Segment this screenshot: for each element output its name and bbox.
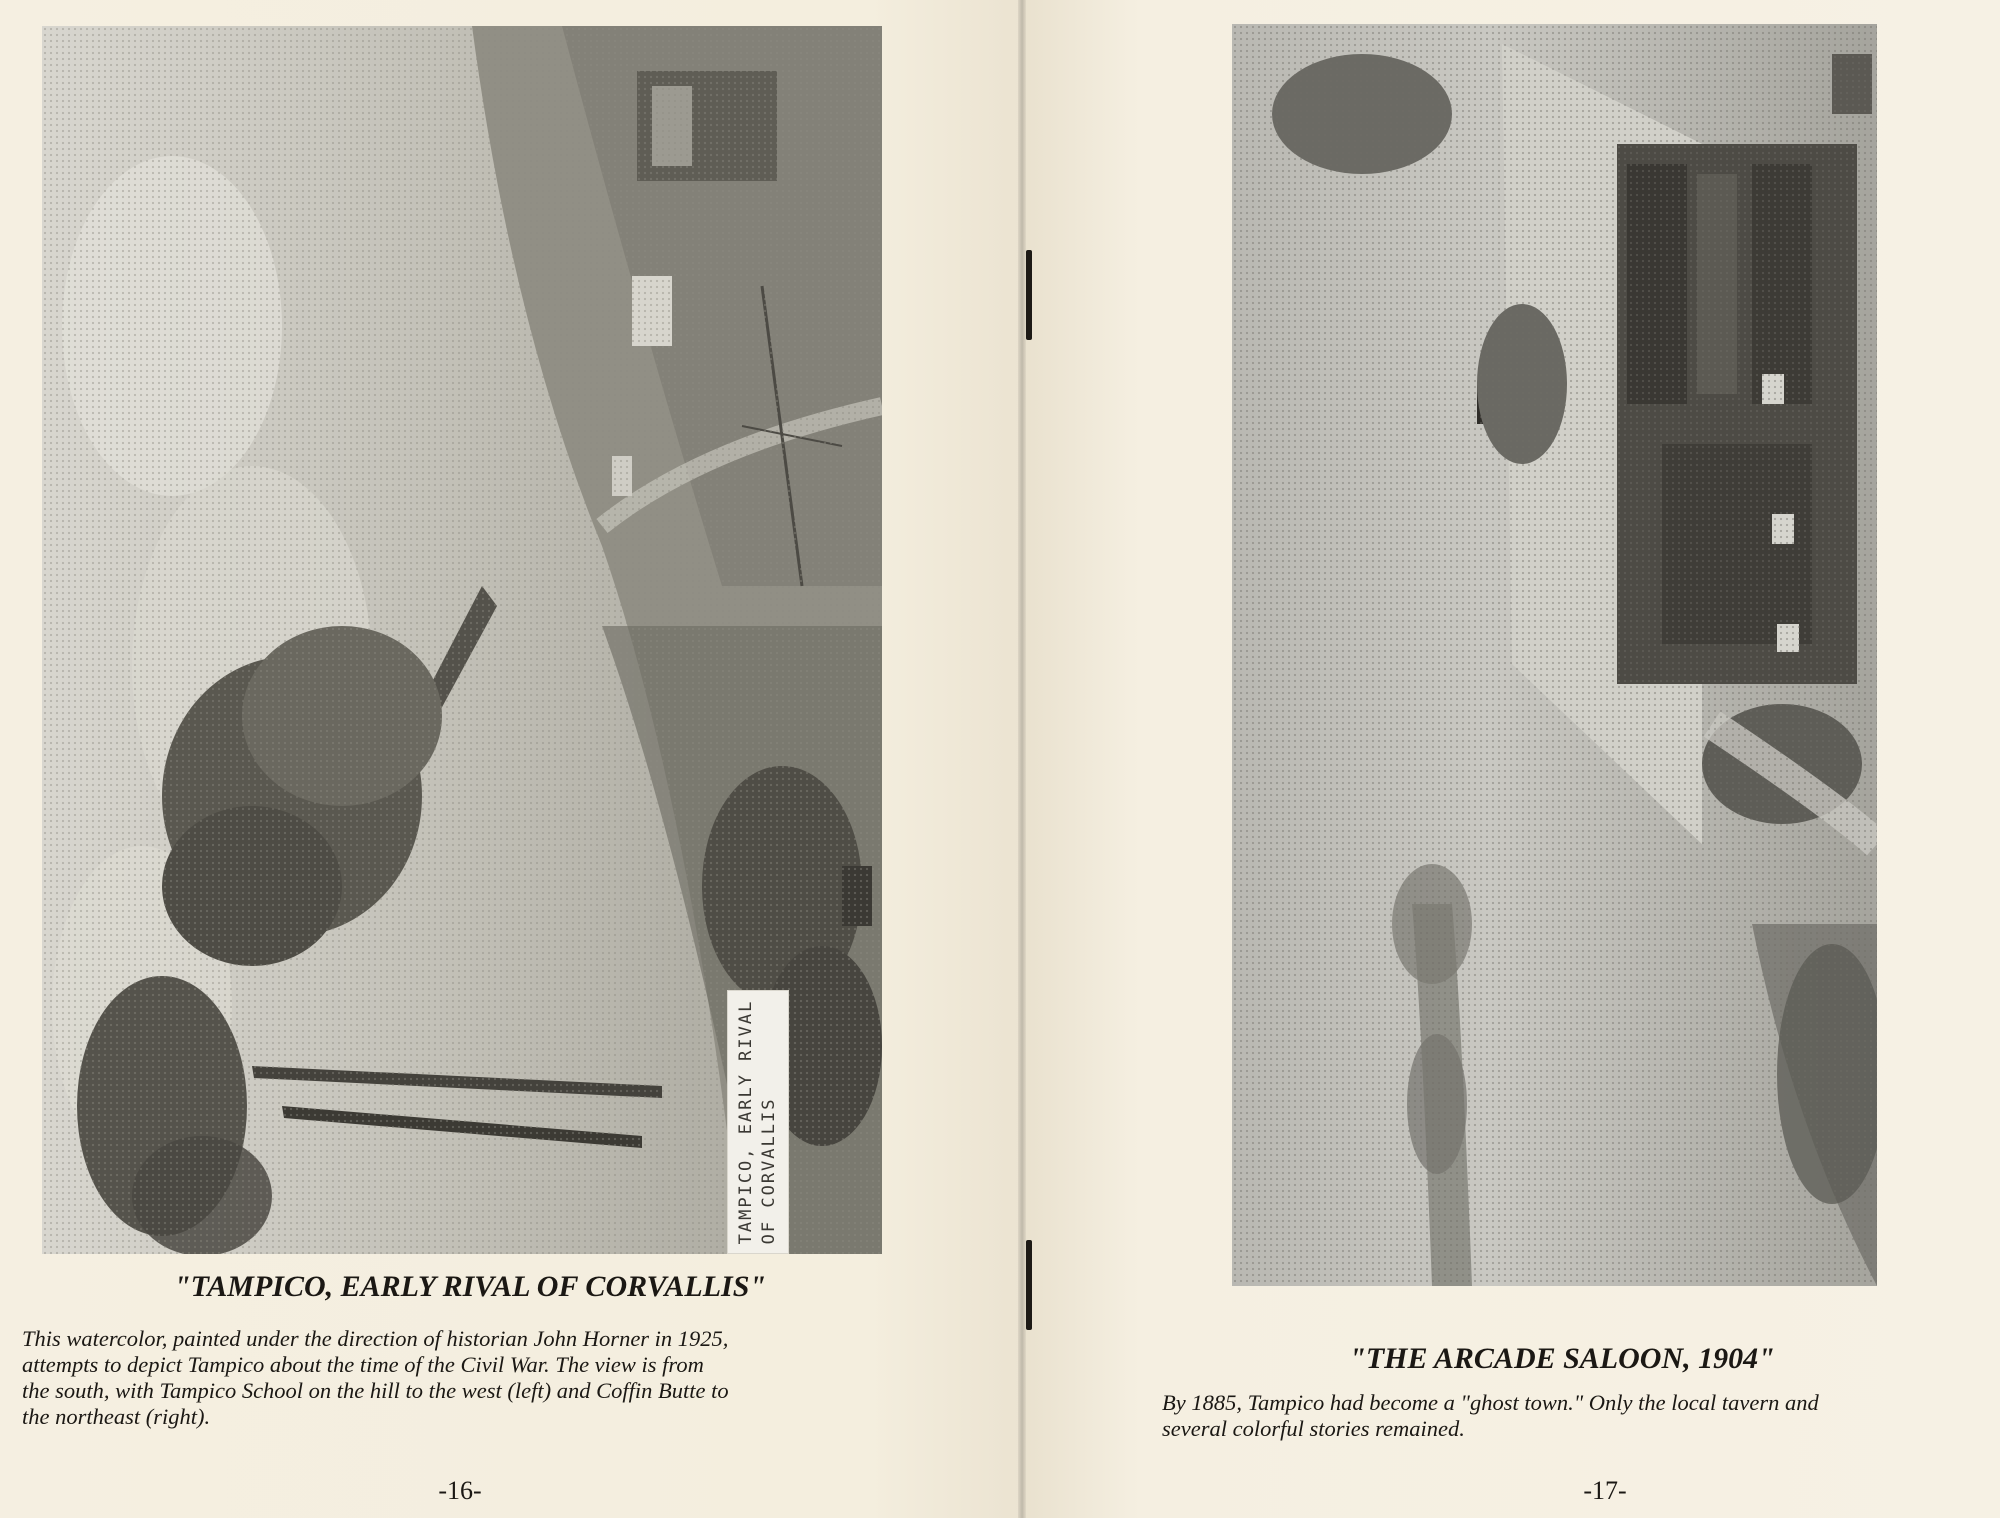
right-caption-title: "THE ARCADE SALOON, 1904"	[1349, 1342, 1775, 1375]
image-label-card	[727, 990, 789, 1254]
image-label-text	[735, 1000, 781, 1245]
left-caption-line-1: This watercolor, painted under the direction of historian John Horner in 1925,	[22, 1326, 729, 1351]
left-page-number: -16-	[438, 1476, 482, 1505]
left-caption-line-2: attempts to depict Tampico about the time of the Civil War. The view is from	[22, 1352, 704, 1377]
staple-top	[1026, 250, 1032, 340]
book-gutter	[1018, 0, 1026, 1518]
image-label-line-1: TAMPICO, EARLY RIVAL	[736, 999, 756, 1245]
right-page-number: -17-	[1583, 1476, 1627, 1505]
right-caption-body	[1162, 1390, 1992, 1442]
left-caption-body	[22, 1326, 982, 1430]
right-caption-line-1: By 1885, Tampico had become a "ghost town." Only the local tavern and	[1162, 1390, 1819, 1415]
left-caption-line-3: the south, with Tampico School on the hill to the west (left) and Coffin Butte to	[22, 1378, 729, 1403]
left-caption-line-4: the northeast (right).	[22, 1404, 211, 1429]
arcade-saloon-photo	[1232, 24, 1877, 1286]
saloon-photo-drawing	[1232, 24, 1877, 1286]
image-label-line-2: OF CORVALLIS	[759, 1097, 779, 1245]
staple-bottom	[1026, 1240, 1032, 1330]
left-caption-title: "TAMPICO, EARLY RIVAL OF CORVALLIS"	[173, 1270, 767, 1303]
right-caption-line-2: several colorful stories remained.	[1162, 1416, 1465, 1441]
